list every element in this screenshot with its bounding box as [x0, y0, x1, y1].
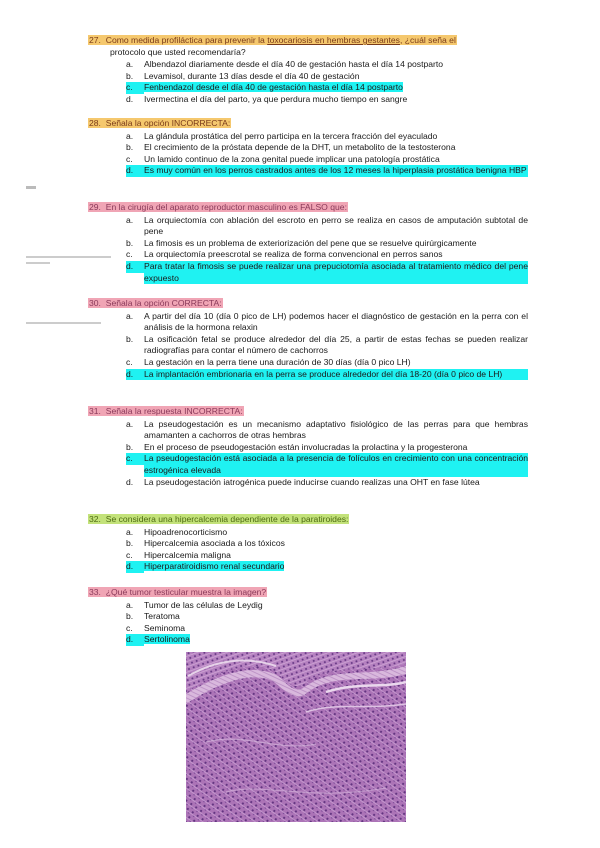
option-b: b. La osificación fetal se produce alrededor del día 25, a partir de estas fechas se pueden realizar radiografías para contar el número de cachorros	[126, 333, 528, 356]
option-d-correct: d. Sertolinoma	[126, 634, 190, 645]
question-title: 28. Señala la opción INCORRECTA:	[89, 118, 231, 128]
question-title-continued: protocolo que usted recomendaría?	[110, 46, 246, 57]
question-title: 31. Señala la respuesta INCORRECTA:	[89, 406, 243, 416]
question-30	[88, 298, 528, 380]
margin-mark	[26, 186, 36, 189]
question-33	[88, 587, 528, 646]
option-b: b. Teratoma	[126, 611, 180, 622]
question-title: 29. En la cirugía del aparato reproductor masculino es FALSO que:	[89, 202, 347, 212]
question-29	[88, 202, 528, 284]
question-31	[88, 406, 528, 488]
question-title: 27. Como medida profiláctica para prevenir la toxocariosis en hembras gestantes, ¿cuál seña el	[89, 35, 456, 45]
histology-image	[186, 652, 406, 822]
margin-mark	[26, 322, 101, 324]
option-b: b. Hipercalcemia asociada a los tóxicos	[126, 538, 285, 549]
question-32	[88, 514, 528, 573]
option-b: b. Levamisol, durante 13 días desde el día 40 de gestación	[126, 70, 360, 81]
option-a: a. A partir del día 10 (día 0 pico de LH) podemos hacer el diagnóstico de gestación en la perra con el análisis de la hormona relaxin	[126, 310, 528, 333]
option-d: d. Ivermectina el día del parto, ya que perdura mucho tiempo en sangre	[126, 93, 408, 104]
option-c: c. Un lamido continuo de la zona genital puede implicar una patología prostática	[126, 153, 440, 164]
option-c: c. Hipercalcemia maligna	[126, 549, 231, 560]
option-b: b. El crecimiento de la próstata depende de la DHT, un metabolito de la testosterona	[126, 142, 456, 153]
option-a: a. Hipoadrenocorticismo	[126, 526, 228, 537]
option-b: b. En el proceso de pseudogestación están involucradas la prolactina y la progesterona	[126, 441, 468, 452]
option-d-correct: d. Es muy común en los perros castrados antes de los 12 meses la hiperplasia prostática benigna HBP	[126, 165, 527, 176]
option-c-correct: c. La pseudogestación está asociada a la presencia de folículos en crecimiento con una concentración estrogénica elevada	[126, 453, 528, 475]
option-a: a. Albendazol diariamente desde el día 40 de gestación hasta el día 14 postparto	[126, 59, 444, 70]
option-c: c. Seminoma	[126, 622, 186, 633]
question-title: 32. Se considera una hipercalcemia dependiente de la paratiroides:	[89, 514, 349, 524]
option-a: a. La glándula prostática del perro participa en la tercera fracción del eyaculado	[126, 130, 438, 141]
question-title: 33. ¿Qué tumor testicular muestra la imagen?	[89, 587, 267, 597]
option-d-correct: d. Para tratar la fimosis se puede realizar una prepuciotomía asociada al tratamiento médico del pene expuesto	[126, 260, 528, 283]
option-c-correct: c. Fenbendazol desde el día 40 de gestación hasta el día 14 postparto	[126, 82, 403, 93]
option-a: a. La orquiectomía con ablación del escroto en perro se realiza en casos de amputación subtotal de pene	[126, 214, 528, 237]
option-d-correct: d. Hiperparatiroidismo renal secundario	[126, 561, 285, 572]
question-28	[88, 118, 528, 177]
question-27	[88, 35, 528, 106]
margin-mark	[26, 262, 50, 264]
option-d-correct: d. La implantación embrionaria en la perra se produce alrededor del día 18-20 (día 0 pico de LH)	[126, 369, 528, 381]
question-title: 30. Señala la opción CORRECTA:	[89, 298, 222, 308]
option-a: a. Tumor de las células de Leydig	[126, 599, 263, 610]
option-c: c. La gestación en la perra tiene una duración de 30 días (día 0 pico LH)	[126, 356, 411, 367]
option-d: d. La pseudogestación iatrogénica puede inducirse cuando realizas una OHT en fase lútea	[126, 476, 480, 487]
margin-mark	[26, 256, 111, 258]
option-a: a. La pseudogestación es un mecanismo adaptativo fisiológico de las perras para que hembras amamanten a cachorros de otras hembras	[126, 418, 528, 441]
option-c: c. La orquiectomía preescrotal se realiza de forma convencional en perros sanos	[126, 249, 443, 260]
option-b: b. La fimosis es un problema de exteriorización del pene que se resuelve quirúrgicamente	[126, 237, 477, 248]
